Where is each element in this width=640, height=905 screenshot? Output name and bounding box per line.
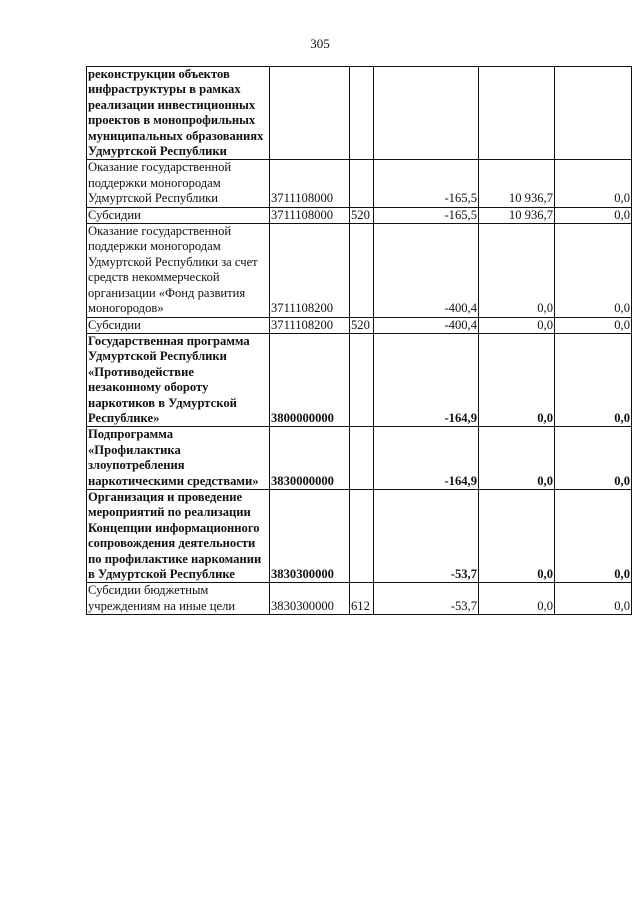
row-value-1-cell <box>374 67 479 160</box>
row-type-cell <box>350 333 374 426</box>
row-name-cell: Субсидии <box>87 207 270 223</box>
row-value-3-cell: 0,0 <box>555 317 632 333</box>
row-value-3-cell: 0,0 <box>555 583 632 615</box>
row-value-3-cell: 0,0 <box>555 427 632 490</box>
row-value-3-cell: 0,0 <box>555 333 632 426</box>
row-value-2-cell <box>479 67 555 160</box>
row-value-1-cell: -165,5 <box>374 207 479 223</box>
row-value-2-cell: 0,0 <box>479 489 555 582</box>
row-value-2-cell: 0,0 <box>479 333 555 426</box>
row-name-cell: Подпрограмма «Профилактика злоупотребления наркотическими средствами» <box>87 427 270 490</box>
table-row <box>87 317 632 333</box>
row-value-2-cell: 10 936,7 <box>479 207 555 223</box>
row-code-cell: 3711108200 <box>270 224 350 317</box>
row-name-cell: Государственная программа Удмуртской Республики «Противодействие незаконному обороту наркотиков в Удмуртской Республике» <box>87 333 270 426</box>
row-value-2-cell: 0,0 <box>479 317 555 333</box>
table-row <box>87 489 632 582</box>
row-code-cell <box>270 67 350 160</box>
table-row <box>87 427 632 490</box>
row-value-1-cell: -164,9 <box>374 427 479 490</box>
row-name-cell: реконструкции объектов инфраструктуры в рамках реализации инвестиционных проектов в монопрофильных муниципальных образованиях Удмуртской Республики <box>87 67 270 160</box>
row-name-cell: Организация и проведение мероприятий по реализации Концепции информационного сопровождения деятельности по профилактике наркомании в Удмуртской Республике <box>87 489 270 582</box>
row-code-cell: 3711108000 <box>270 160 350 207</box>
table-row <box>87 583 632 615</box>
row-code-cell: 3800000000 <box>270 333 350 426</box>
row-value-2-cell: 0,0 <box>479 224 555 317</box>
row-value-3-cell: 0,0 <box>555 489 632 582</box>
row-code-cell: 3711108000 <box>270 207 350 223</box>
table-body <box>87 67 632 615</box>
row-type-cell <box>350 489 374 582</box>
row-name-cell: Субсидии <box>87 317 270 333</box>
row-value-2-cell: 0,0 <box>479 583 555 615</box>
row-value-3-cell: 0,0 <box>555 207 632 223</box>
row-value-1-cell: -53,7 <box>374 583 479 615</box>
row-value-1-cell: -165,5 <box>374 160 479 207</box>
row-value-1-cell: -400,4 <box>374 317 479 333</box>
row-type-cell <box>350 224 374 317</box>
row-name-cell: Оказание государственной поддержки моногородам Удмуртской Республики за счет средств некоммерческой организации «Фонд развития моногородов» <box>87 224 270 317</box>
row-code-cell: 3830300000 <box>270 489 350 582</box>
row-type-cell: 612 <box>350 583 374 615</box>
row-name-cell: Оказание государственной поддержки моногородам Удмуртской Республики <box>87 160 270 207</box>
row-code-cell: 3830300000 <box>270 583 350 615</box>
row-value-3-cell: 0,0 <box>555 160 632 207</box>
table-row <box>87 207 632 223</box>
row-value-2-cell: 0,0 <box>479 427 555 490</box>
row-value-2-cell: 10 936,7 <box>479 160 555 207</box>
row-name-cell: Субсидии бюджетным учреждениям на иные цели <box>87 583 270 615</box>
row-value-1-cell: -53,7 <box>374 489 479 582</box>
row-type-cell <box>350 160 374 207</box>
row-type-cell: 520 <box>350 317 374 333</box>
page-number: 305 <box>310 36 330 51</box>
budget-table <box>86 66 632 615</box>
table-row <box>87 160 632 207</box>
row-type-cell: 520 <box>350 207 374 223</box>
table-row <box>87 224 632 317</box>
row-value-1-cell: -400,4 <box>374 224 479 317</box>
row-value-3-cell: 0,0 <box>555 224 632 317</box>
row-code-cell: 3711108200 <box>270 317 350 333</box>
row-type-cell <box>350 67 374 160</box>
row-value-1-cell: -164,9 <box>374 333 479 426</box>
table-row <box>87 333 632 426</box>
row-type-cell <box>350 427 374 490</box>
row-value-3-cell <box>555 67 632 160</box>
row-code-cell: 3830000000 <box>270 427 350 490</box>
table-row <box>87 67 632 160</box>
